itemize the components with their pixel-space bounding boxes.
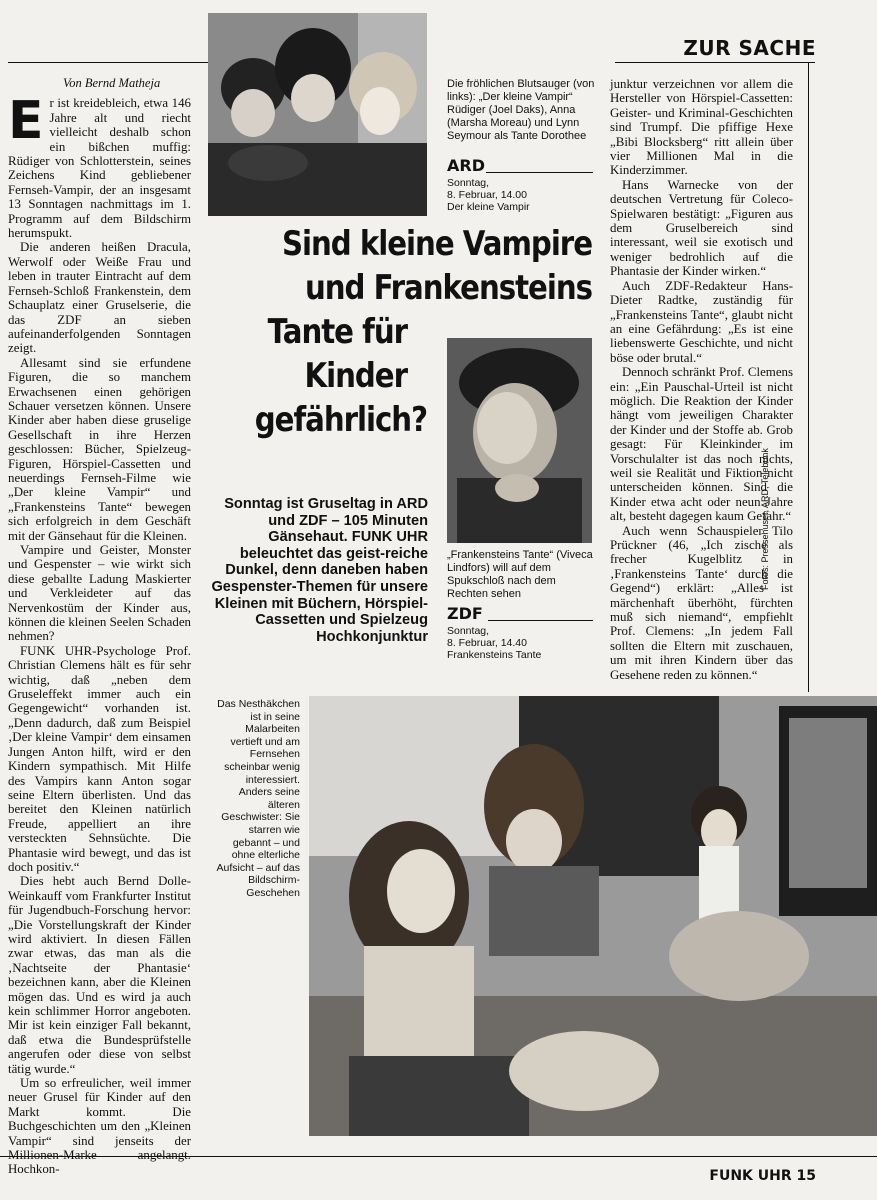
- footer-rule: [0, 1156, 877, 1157]
- paragraph: Dennoch schränkt Prof. Clemens ein: „Ein Pauschal-Urteil ist nicht möglich. Die Reaktion der Kinder hängt vom jeweiligen Charakter der Kinder und der Stoffe ab. Grob gesagt: Für Kleinkinder im Vorschulalter ist das noch nichts, weil sie Realität und Fiktion nicht unterscheiden können. Sind die Kinder etwa acht oder neun Jahre alt, besteht dagegen kaum Gefahr.“: [610, 365, 793, 524]
- paragraph: Vampire und Geister, Monster und Gespenster – wie wirkt sich diese geballte Ladung Maskierter und Verkleideter auf das Nervenkostüm der Kinder aus, können die kleinen Seelen Schaden nehmen?: [8, 543, 191, 644]
- zdf-date: 8. Februar, 14.40: [447, 637, 527, 649]
- top-photo-caption: Die fröhlichen Blutsauger (von links): „Der kleine Vampir“ Rüdiger (Joel Daks), Anna (Marsha Moreau) und Lynn Seymour als Tante Dorothee: [447, 78, 595, 142]
- vampire-family-photo: [208, 13, 427, 216]
- headline-line: Tante für: [267, 312, 407, 352]
- children-tv-photo: [309, 696, 877, 1136]
- ard-date: 8. Februar, 14.00: [447, 189, 527, 201]
- ard-day: Sonntag,: [447, 177, 490, 189]
- lead-text: Sonntag ist Gruseltag in ARD und ZDF – 105 Minuten Gänsehaut. FUNK UHR beleuchtet das geist-reiche Dunkel, denn daneben haben Gespenster-Themen für unsere Kleinen mit Büchern, Hörspiel-Cassetten und Spielzeug Hochkonjunktur: [211, 496, 428, 645]
- zdf-logo: ZDF: [447, 604, 483, 623]
- page-footer: FUNK UHR 15: [709, 1168, 816, 1184]
- paragraph: Allesamt sind sie erfundene Figuren, die so manchem Erwachsenen einen gehörigen Schauer versetzen können. Unsere Kinder aber haben diese gruselige Gesellschaft in ihre Herzen geschlossen: Bücher, Spielzeug-Figuren, Hörspiel-Cassetten und neuerdings Fernseh-Filme wie „Der kleine Vampir“ und „Frankensteins Tante“ bewegen sich erfolgreich in dem Geschäft mit der Gänsehaut für die Kleinen.: [8, 355, 191, 543]
- paragraph: Auch ZDF-Redakteur Hans-Dieter Radtke, zuständig für „Frankensteins Tante“, glaubt nicht an eine Gefährdung: „Es ist eine liebenswerte Geschichte, und nicht böse oder brutal.“: [610, 278, 793, 365]
- headline-line: und Frankensteins: [304, 268, 592, 308]
- mid-photo-caption: „Frankensteins Tante“ (Viveca Lindfors) will auf dem Spukschloß nach dem Rechten sehen: [447, 549, 593, 600]
- paragraph: Er ist kreidebleich, etwa 146 Jahre alt und riecht vielleicht deshalb schon ein bißchen muffig: Rüdiger von Schlotterstein, seines Zeichens Kind gebliebener Fernseh-Vampir, der an insgesamt 13 Sonntagen nachmittags im 1. Programm auf dem Bildschirm herumspukt.: [8, 91, 191, 241]
- top-rule-right: [615, 62, 815, 63]
- section-label: ZUR SACHE: [683, 36, 816, 60]
- frankensteins-tante-image: [447, 338, 592, 543]
- paragraph: Die anderen heißen Dracula, Werwolf oder Weiße Frau und leben in trauter Eintracht auf dem Fernseh-Schloß Frankenstein, dem Schauplatz einer Gruselserie, die das ZDF an sieben aufeinanderfolgenden Sonntagen zeigt.: [8, 240, 191, 356]
- drop-cap: E: [8, 91, 44, 152]
- children-tv-image: [309, 696, 877, 1136]
- byline: Von Bernd Matheja: [63, 76, 161, 90]
- paragraph: Hans Warnecke von der deutschen Vertretung für Coleco-Spielwaren bestätigt: „Figuren aus dem Gruselbereich sind interessant, weil sie exotisch und weniger bedrohlich auf die Phantasie der Kinder wirken.“: [610, 177, 793, 279]
- zdf-rule: [488, 620, 593, 621]
- ard-info: [447, 177, 597, 213]
- ard-show: Der kleine Vampir: [447, 201, 530, 213]
- vampire-family-image: [208, 13, 427, 216]
- frankensteins-tante-photo: [447, 338, 592, 543]
- credit-rule: [808, 62, 809, 692]
- top-rule: [8, 62, 208, 63]
- paragraph: FUNK UHR-Psychologe Prof. Christian Clemens hält es für sehr wichtig, daß „neben dem Gruseleffekt immer auch ein Gegengewicht“ vorhanden ist. „Denn dadurch, daß zum Beispiel ‚Der kleine Vampir‘ dem einsamen Jungen Anton hilft, wird er den Kindern sympathisch. Mit Hilfe des Vampirs kann Anton sogar seine Eltern überlisten. Und das bereitet den Kleinen natürlich Freude, appelliert an ihre versteckten Sehnsüchte. Die Phantasie wird bewegt, und das ist doch positiv.“: [8, 643, 191, 874]
- paragraph: junktur verzeichnen vor allem die Hersteller von Hörspiel-Cassetten: Geister- und Kriminal-Geschichten sind Trumpf. Die pfiffige Hexe „Bibi Blocksberg“ ritt allein über vier Millionen Mal in die Kinderzimmer.: [610, 77, 793, 178]
- paragraph: Um so erfreulicher, weil immer neuer Grusel für Kinder auf den Markt kommt. Die Buchgeschichten um den „Kleinen Vampir“ sind jenseits der Hochkon-: [8, 1076, 191, 1177]
- zdf-day: Sonntag,: [447, 625, 490, 637]
- ard-logo: ARD: [447, 156, 485, 175]
- paragraph: Dies hebt auch Bernd Dolle-Weinkauff vom Frankfurter Institut für Jugendbuch-Forschung hervor: „Die Vorstellungskraft der Kinder wird aktiviert. In diesen Fällen zwar etwas, das man als die ‚Nachtseite der Phantasie‘ bezeichnen kann, aber die Kleinen mögen das. Und es wird ja auch kein schlimmer Horror angeboten. Mir ist kein einziger Fall bekannt, daß etwa die Bundesprüfstelle angerufen oder diese von selbst tätig wurde.“: [8, 874, 191, 1076]
- headline-line: Sind kleine Vampire: [282, 224, 592, 264]
- paragraph: Auch wenn Schauspieler Tilo Prückner (46, „Ich zische als frecher Kugelblitz in ‚Frankensteins Tante‘ durch die Gegend“) erklärt: „Alles ist märchenhaft überhöht, fürchten muß sich niemand“, empfiehlt Prof. Clemens: „In jedem Fall sollten die Eltern mit zuschauen, um mit ihren Kindern über das Gesehene reden zu können.“: [610, 523, 793, 682]
- headline-line: gefährlich?: [254, 400, 427, 440]
- zdf-show: Frankensteins Tante: [447, 649, 542, 661]
- ard-rule: [486, 172, 593, 173]
- zdf-info: [447, 625, 597, 661]
- headline-line: Kinder: [304, 356, 407, 396]
- photo-credit: Fotos: Pressehuset, ARD, Telebunk: [760, 448, 770, 590]
- bottom-photo-caption: Das Nesthäkchen ist in seine Malarbeiten vertieft und am Fernsehen scheinbar wenig interessiert. Anders seine älteren Geschwister: Sie starren wie gebannt – und ohne elterliche Aufsicht – auf das Bildschirm-Geschehen: [216, 698, 300, 899]
